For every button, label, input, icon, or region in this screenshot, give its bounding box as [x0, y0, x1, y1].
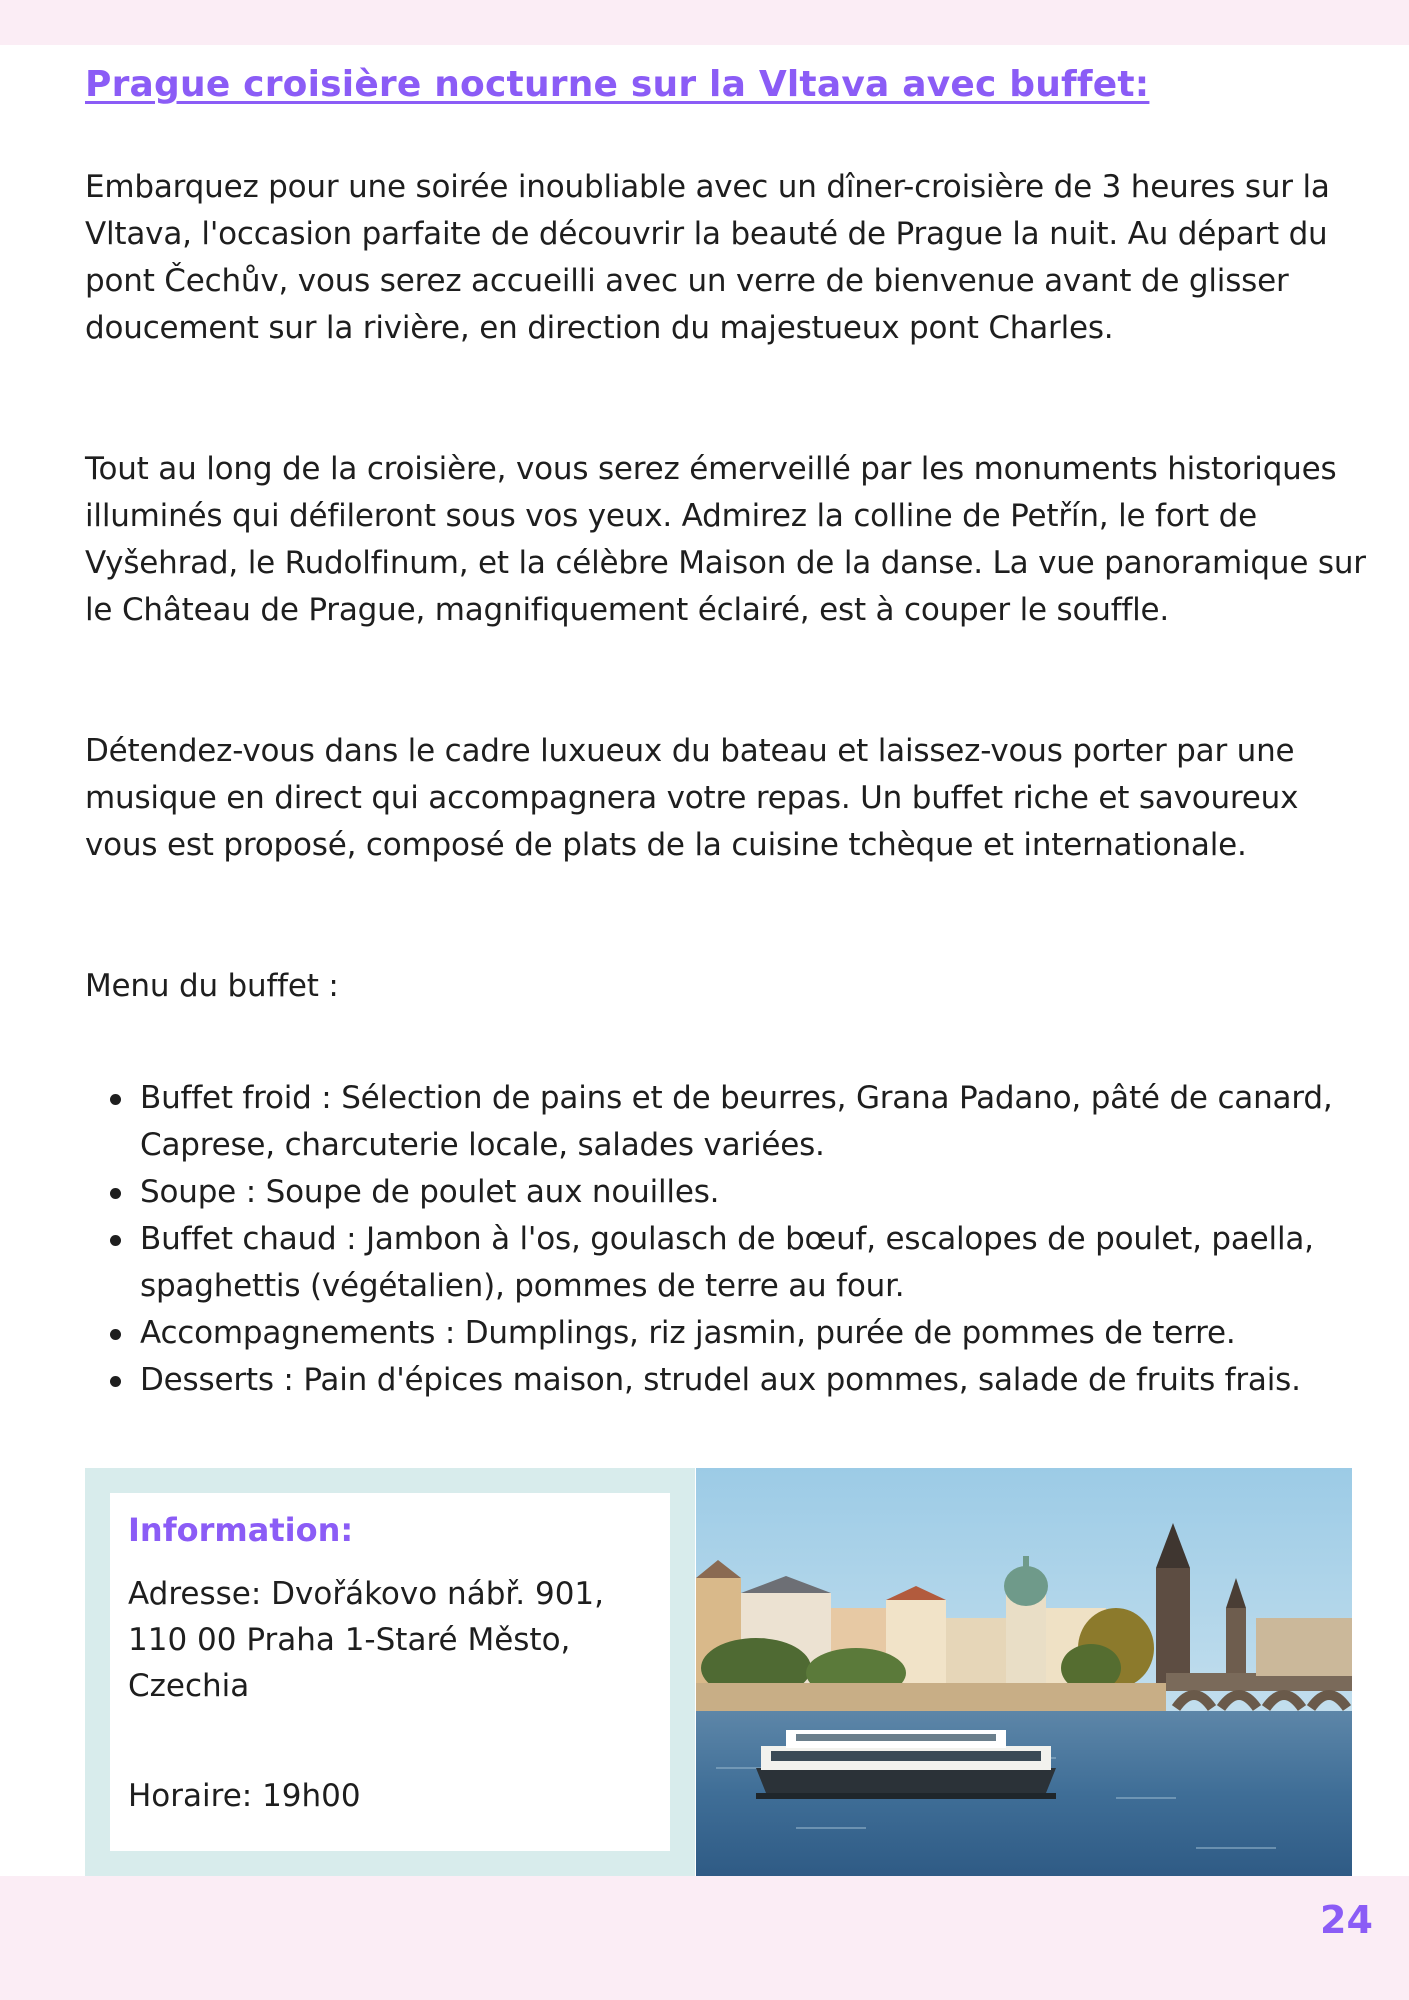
intro-paragraph: Embarquez pour une soirée inoubliable avec un dîner-croisière de 3 heures sur la Vltava, l'occasion parfaite de découvrir la beauté de Prague la nuit. Au départ du pont Čechův, vous serez accueilli avec un verre de bienvenue avant de glisser doucement sur la rivière, en direction du majestueux pont Charles. [85, 169, 1330, 346]
bottom-band [0, 1876, 1409, 2000]
address-line-3: Czechia [128, 1668, 250, 1704]
prague-river-cruise-photo [696, 1468, 1352, 1876]
info-heading: Information: [128, 1511, 354, 1549]
monuments-paragraph: Tout au long de la croisière, vous serez émerveillé par les monuments historiques illuminés qui défileront sous vos yeux. Admirez la colline de Petřín, le fort de Vyšehrad, le Rudolfinum, et la célèbre Maison de la danse. La vue panoramique sur le Château de Prague, magnifiquement éclairé, est à couper le souffle. [85, 451, 1366, 628]
menu-item-sides: Accompagnements : Dumplings, riz jasmin, purée de pommes de terre. [140, 1310, 1375, 1357]
hours-line: Horaire: 19h00 [128, 1778, 361, 1814]
info-card [110, 1493, 670, 1851]
menu-item-cold-buffet: Buffet froid : Sélection de pains et de beurres, Grana Padano, pâté de canard, Caprese, charcuterie locale, salades variées. [140, 1075, 1375, 1169]
page-title: Prague croisière nocturne sur la Vltava avec buffet: [85, 64, 1150, 105]
address-line-2: 110 00 Praha 1-Staré Město, [128, 1622, 571, 1658]
menu-item-desserts: Desserts : Pain d'épices maison, strudel aux pommes, salade de fruits frais. [140, 1357, 1375, 1404]
menu-list [140, 1075, 1375, 1404]
menu-item-hot-buffet: Buffet chaud : Jambon à l'os, goulasch de bœuf, escalopes de poulet, paella, spaghettis (végétalien), pommes de terre au four. [140, 1216, 1375, 1310]
menu-heading: Menu du buffet : [85, 968, 339, 1004]
ambiance-paragraph: Détendez-vous dans le cadre luxueux du bateau et laissez-vous porter par une musique en direct qui accompagnera votre repas. Un buffet riche et savoureux vous est proposé, composé de plats de la cuisine tchèque et internationale. [85, 733, 1299, 863]
info-panel [85, 1468, 695, 1876]
address-line-1: Adresse: Dvořákovo nábř. 901, [128, 1576, 605, 1612]
menu-item-soup: Soupe : Soupe de poulet aux nouilles. [140, 1169, 1375, 1216]
page-number: 24 [1320, 1898, 1373, 1942]
top-band [0, 0, 1409, 45]
